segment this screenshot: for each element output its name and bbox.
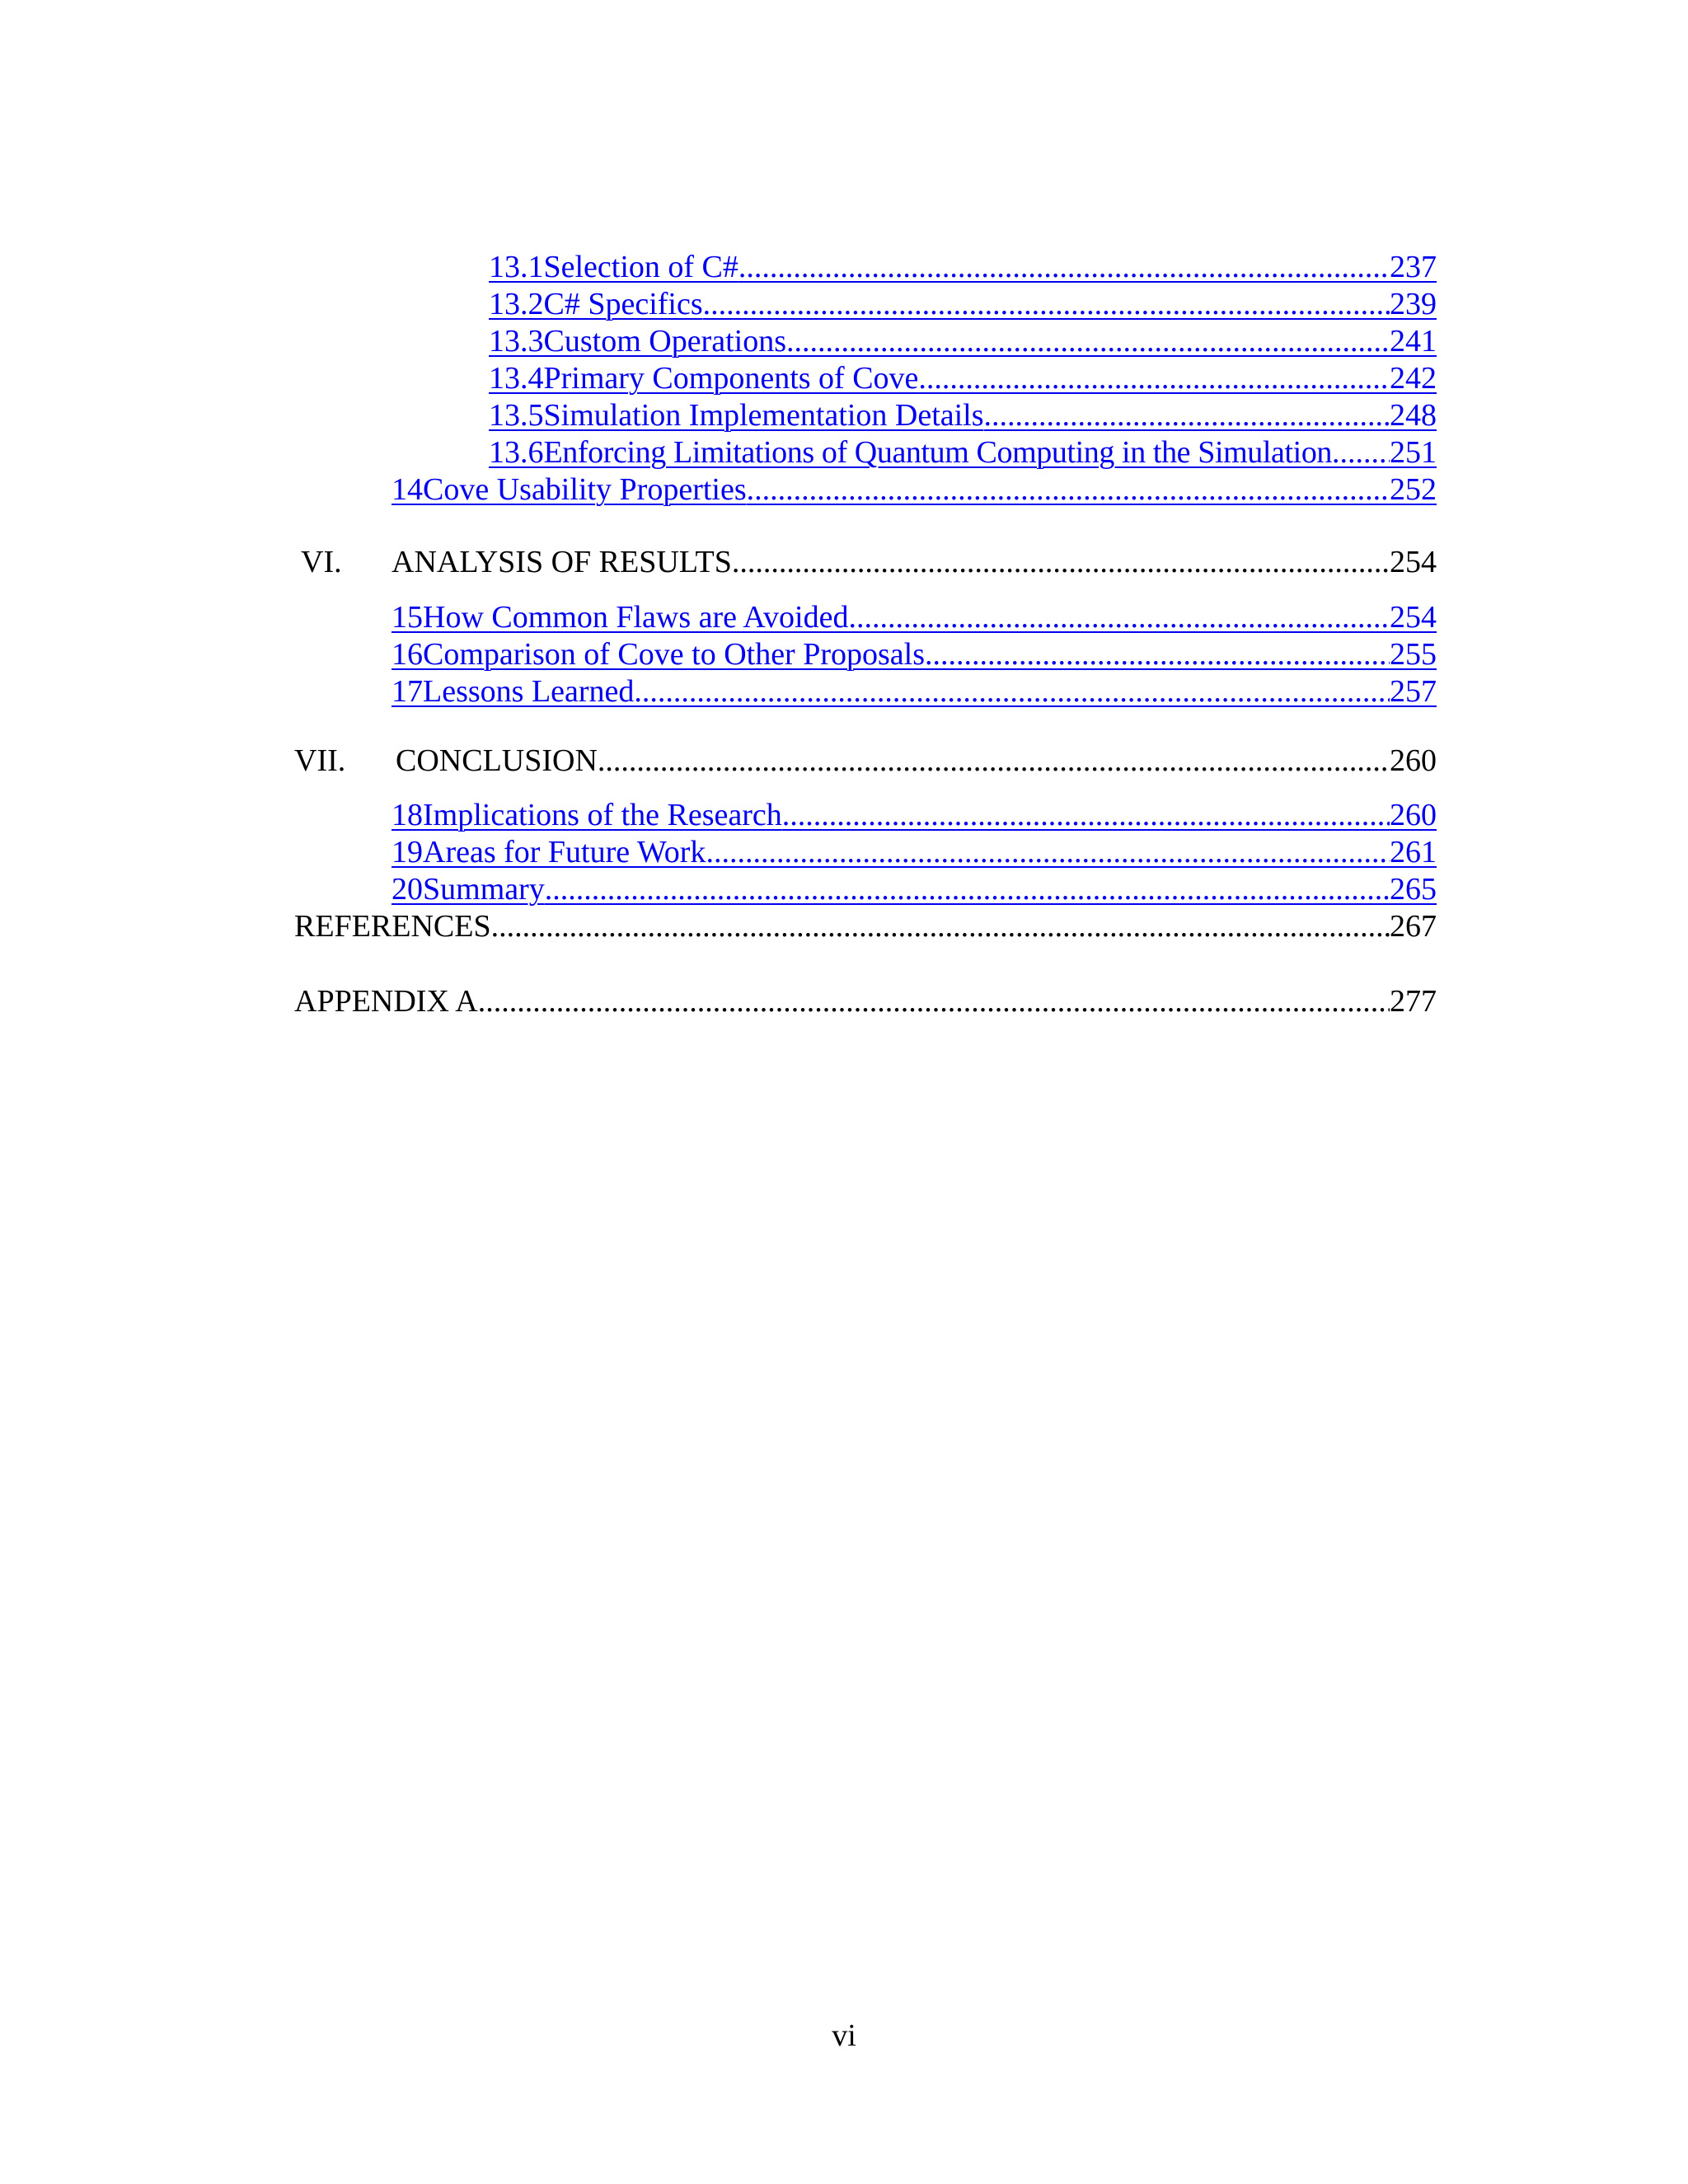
toc-page-number: 254 (1390, 600, 1437, 635)
toc-chapter-6 (392, 544, 1437, 582)
toc-number: 18 (392, 798, 423, 832)
toc-title: Summary (423, 872, 545, 907)
toc-page-number: 239 (1390, 287, 1437, 321)
toc-title: REFERENCES (294, 909, 491, 944)
chapter-roman-numeral: VII. (294, 743, 346, 778)
toc-leader-dots (1332, 434, 1390, 471)
toc-page-number: 254 (1390, 545, 1437, 579)
toc-leader-dots (918, 360, 1390, 396)
toc-page-number: 260 (1390, 743, 1437, 778)
toc-title: Enforcing Limitations of Quantum Computing in the Simulation (543, 435, 1333, 470)
toc-link-15[interactable] (392, 599, 1437, 637)
toc-link-19[interactable] (392, 834, 1437, 872)
toc-page-number: 241 (1390, 324, 1437, 359)
toc-leader-dots (738, 249, 1390, 285)
toc-references (294, 908, 1437, 946)
toc-title: Selection of C# (543, 250, 738, 284)
toc-leader-dots (706, 834, 1390, 870)
toc-title: Lessons Learned (423, 674, 635, 709)
toc-leader-dots (634, 673, 1390, 710)
toc-link-17[interactable] (392, 673, 1437, 711)
toc-leader-dots (545, 871, 1390, 907)
toc-leader-dots (491, 908, 1390, 944)
toc-page-number: 237 (1390, 250, 1437, 284)
toc-title: Areas for Future Work (423, 835, 706, 869)
toc-leader-dots (478, 983, 1390, 1019)
toc-page-number: 242 (1390, 361, 1437, 396)
toc-page-number: 251 (1390, 435, 1437, 470)
toc-link-13-2[interactable] (489, 286, 1437, 324)
toc-page-number: 277 (1390, 984, 1437, 1019)
toc-page-number: 257 (1390, 674, 1437, 709)
toc-leader-dots (747, 471, 1390, 508)
toc-page-number: 261 (1390, 835, 1437, 869)
toc-link-13-5[interactable] (489, 397, 1437, 435)
toc-link-14[interactable] (392, 471, 1437, 509)
toc-title: CONCLUSION (396, 743, 598, 778)
toc-leader-dots (984, 397, 1390, 434)
toc-leader-dots (782, 797, 1390, 833)
toc-number: 17 (392, 674, 423, 709)
toc-page-number: 248 (1390, 398, 1437, 433)
toc-number: 13.1 (489, 250, 544, 284)
toc-leader-dots (732, 544, 1390, 580)
toc-page-number: 267 (1390, 909, 1437, 944)
toc-link-16[interactable] (392, 636, 1437, 674)
toc-leader-dots (925, 636, 1390, 673)
toc-page-number: 265 (1390, 872, 1437, 907)
toc-title: Primary Components of Cove (543, 361, 919, 396)
chapter-roman-numeral: VI. (301, 545, 342, 579)
toc-leader-dots (786, 323, 1390, 359)
toc-title: Comparison of Cove to Other Proposals (423, 637, 926, 672)
toc-title: Implications of the Research (423, 798, 782, 832)
toc-number: 13.5 (489, 398, 544, 433)
toc-leader-dots (598, 743, 1390, 779)
toc-title: Cove Usability Properties (423, 472, 747, 507)
toc-number: 20 (392, 872, 423, 907)
toc-number: 19 (392, 835, 423, 869)
toc-link-13-3[interactable] (489, 323, 1437, 361)
toc-title: APPENDIX A (294, 984, 478, 1019)
toc-number: 13.3 (489, 324, 544, 359)
toc-leader-dots (703, 286, 1390, 322)
toc-number: 14 (392, 472, 423, 507)
toc-link-13-4[interactable] (489, 360, 1437, 398)
toc-leader-dots (848, 599, 1390, 635)
toc-title: Custom Operations (543, 324, 786, 359)
toc-chapter-7 (396, 743, 1437, 780)
toc-number: 13.6 (489, 435, 544, 470)
toc-number: 15 (392, 600, 423, 635)
toc-page-number: 260 (1390, 798, 1437, 832)
toc-title: ANALYSIS OF RESULTS (392, 545, 732, 579)
toc-page-number: 255 (1390, 637, 1437, 672)
toc-title: C# Specifics (543, 287, 703, 321)
toc-appendix-a (294, 983, 1437, 1021)
toc-link-20[interactable] (392, 871, 1437, 909)
page-number-footer: vi (832, 2018, 856, 2053)
toc-title: How Common Flaws are Avoided (423, 600, 849, 635)
toc-title: Simulation Implementation Details (543, 398, 984, 433)
toc-number: 13.2 (489, 287, 544, 321)
toc-number: 16 (392, 637, 423, 672)
toc-page-number: 252 (1390, 472, 1437, 507)
toc-number: 13.4 (489, 361, 544, 396)
toc-link-13-6[interactable] (489, 434, 1437, 472)
toc-link-13-1[interactable] (489, 249, 1437, 287)
toc-link-18[interactable] (392, 797, 1437, 835)
